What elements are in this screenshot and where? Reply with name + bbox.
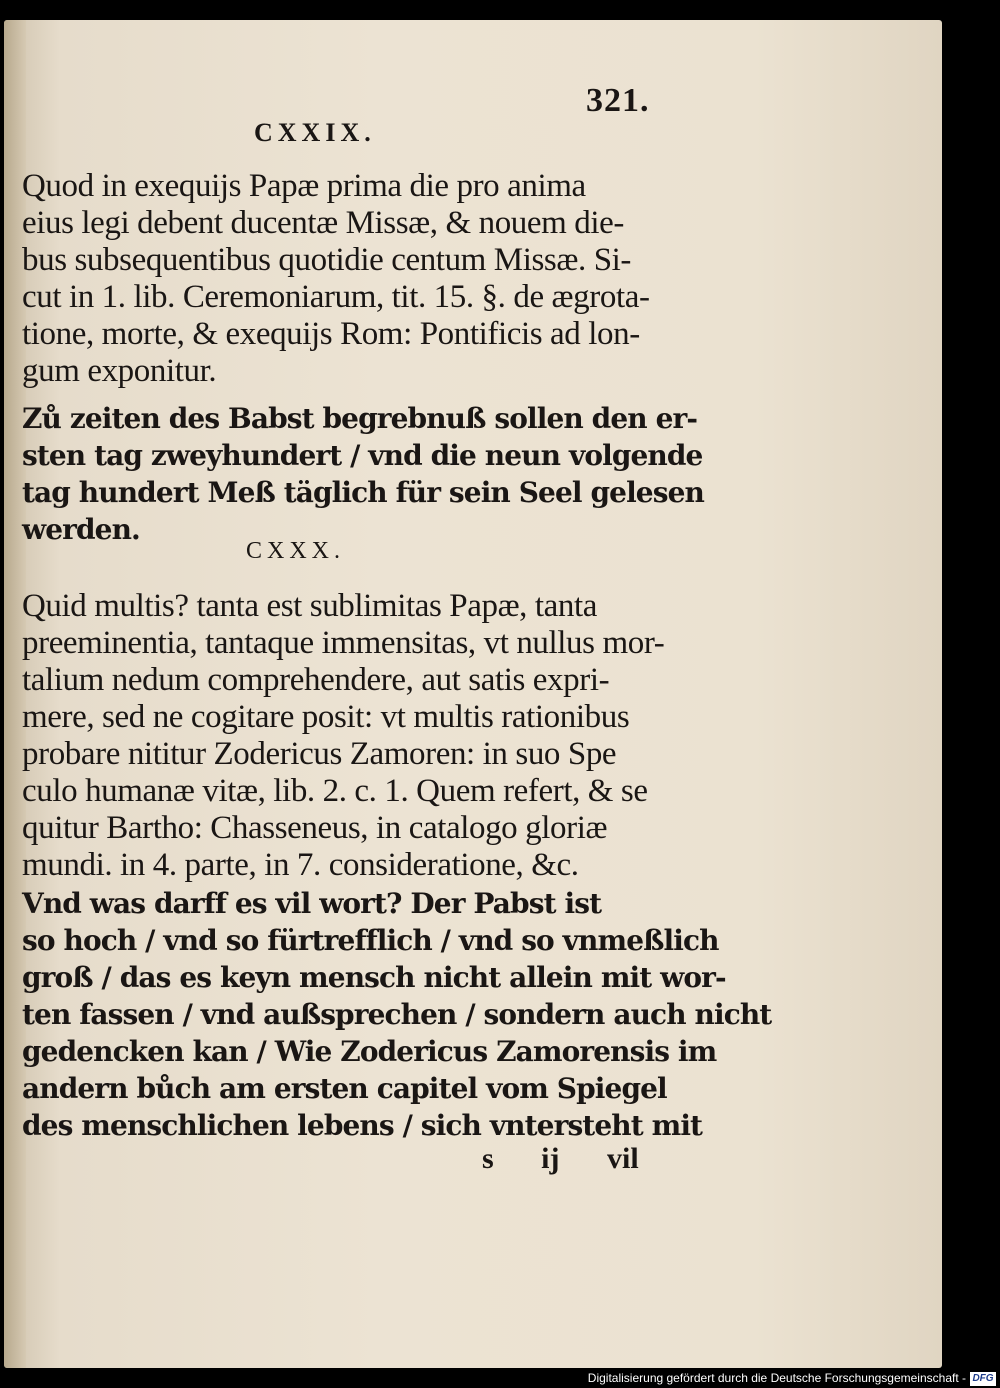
german-line: werden. (22, 513, 140, 546)
german-line: gedencken kan / Wie Zodericus Zamorensis im (22, 1035, 717, 1068)
dfg-logo: DFG (970, 1372, 996, 1386)
german-line: tag hundert Meß täglich für sein Seel gelesen (22, 476, 704, 509)
latin-line: cut in 1. lib. Ceremoniarum, tit. 15. §. de ægrota- (22, 279, 650, 315)
catchwords: s ij vil (482, 1142, 639, 1175)
latin-line: bus subsequentibus quotidie centum Missæ. Si- (22, 242, 632, 278)
german-line: Zů zeiten des Babst begrebnuß sollen den er- (22, 402, 698, 435)
german-line: so hoch / vnd so fürtrefflich / vnd so vnmeßlich (22, 924, 719, 957)
latin-line: Quod in exequijs Papæ prima die pro anima (22, 168, 586, 204)
german-line: des menschlichen lebens / sich vntersteht mit (22, 1109, 703, 1142)
latin-line: mundi. in 4. parte, in 7. consideratione, &c. (22, 847, 579, 883)
german-paragraph-1 (22, 400, 704, 548)
digitization-credit: Digitalisierung gefördert durch die Deutsche Forschungsgemeinschaft - (587, 1371, 966, 1385)
latin-line: gum exponitur. (22, 353, 217, 389)
german-line: groß / das es keyn mensch nicht allein mit wor- (22, 961, 726, 994)
german-line: andern bůch am ersten capitel vom Spiegel (22, 1072, 667, 1105)
latin-line: eius legi debent ducentæ Missæ, & nouem die- (22, 205, 624, 241)
latin-line: probare nititur Zodericus Zamoren: in suo Spe (22, 736, 617, 772)
german-line: Vnd was darff es vil wort? Der Pabst ist (22, 887, 602, 920)
page-number: 321. (586, 82, 650, 119)
german-line: sten tag zweyhundert / vnd die neun volgende (22, 439, 703, 472)
german-paragraph-2 (22, 885, 771, 1144)
latin-line: quitur Bartho: Chasseneus, in catalogo gloriæ (22, 810, 608, 846)
latin-paragraph-2 (22, 588, 664, 884)
latin-line: preeminentia, tantaque immensitas, vt nullus mor- (22, 625, 665, 661)
section-heading-cxxix: CXXIX. (254, 118, 376, 147)
section-heading-cxxx: CXXX. (246, 538, 346, 564)
german-line: ten fassen / vnd außsprechen / sondern auch nicht (22, 998, 772, 1031)
latin-line: culo humanæ vitæ, lib. 2. c. 1. Quem refert, & se (22, 773, 648, 809)
latin-line: tione, morte, & exequijs Rom: Pontificis ad lon- (22, 316, 640, 352)
latin-line: Quid multis? tanta est sublimitas Papæ, tanta (22, 588, 598, 624)
latin-paragraph-1 (22, 168, 650, 390)
latin-line: mere, sed ne cogitare posit: vt multis rationibus (22, 699, 630, 735)
book-page (4, 20, 942, 1368)
latin-line: talium nedum comprehendere, aut satis expri- (22, 662, 610, 698)
